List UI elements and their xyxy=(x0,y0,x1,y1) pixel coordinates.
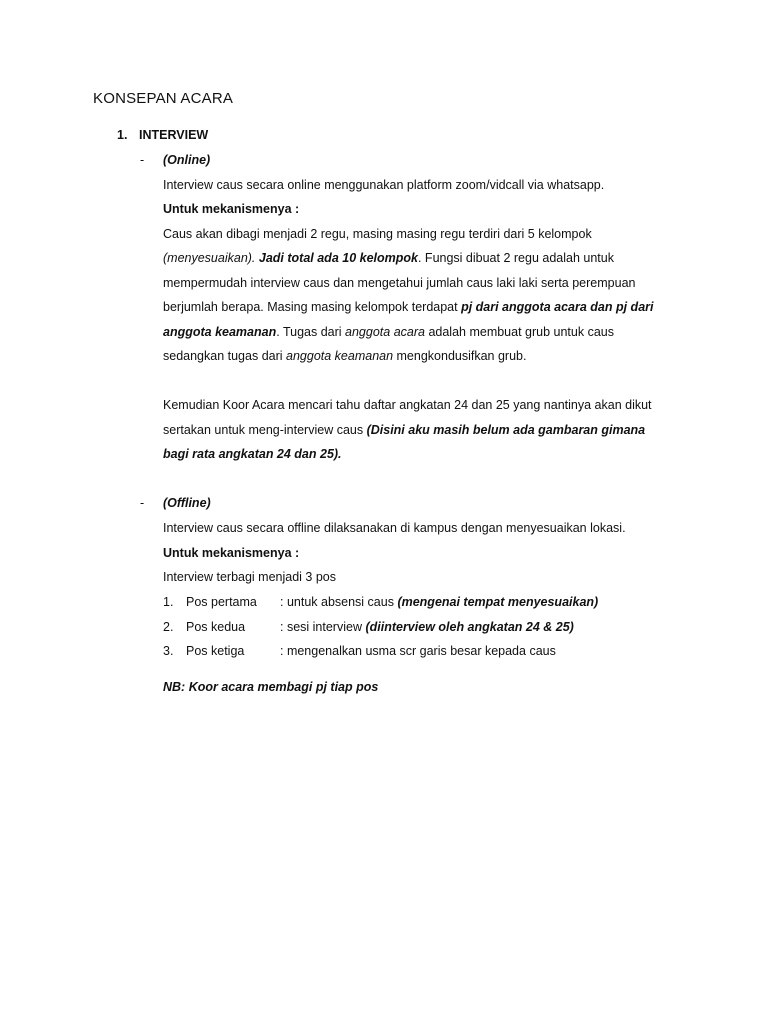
pos-label: Pos ketiga xyxy=(186,644,245,658)
online-p1-line5-text2: adalah membuat grub untuk caus xyxy=(424,325,614,339)
pos-desc-note: (mengenai tempat menyesuaikan) xyxy=(397,595,599,609)
online-p1-line5-text1: . Tugas dari xyxy=(276,325,346,339)
online-p1-line5 xyxy=(163,325,614,339)
pos-label: Pos kedua xyxy=(186,620,246,634)
pos-number: 3. xyxy=(163,644,174,658)
online-p2-line1: Kemudian Koor Acara mencari tahu daftar angkatan 24 dan 25 yang nantinya akan dikut xyxy=(163,398,652,412)
pos-desc-note: (diinterview oleh angkatan 24 & 25) xyxy=(365,620,574,634)
offline-line2: Interview terbagi menjadi 3 pos xyxy=(163,570,337,584)
pos-description xyxy=(280,620,574,634)
pos-label: Pos pertama xyxy=(186,595,257,609)
online-p1-line2-rest: . Fungsi dibuat 2 regu adalah untuk xyxy=(417,251,614,265)
online-heading: (Online) xyxy=(163,153,211,167)
online-p1-line2-bold: Jadi total ada 10 kelompok xyxy=(258,251,418,265)
pos-desc-text: : untuk absensi caus xyxy=(280,595,398,609)
online-p1-line6-text2: mengkondusifkan grub. xyxy=(393,349,527,363)
online-mechanism-label: Untuk mekanismenya : xyxy=(163,202,300,216)
pos-number: 2. xyxy=(163,620,174,634)
online-p1-line3: mempermudah interview caus dan mengetahui jumlah caus laki laki serta perempuan xyxy=(163,276,636,290)
offline-nb: NB: Koor acara membagi pj tiap pos xyxy=(163,680,379,694)
online-p1-line4 xyxy=(163,300,654,314)
online-p2-line3: bagi rata angkatan 24 dan 25). xyxy=(163,447,342,461)
section-label: INTERVIEW xyxy=(139,128,209,142)
section-number: 1. xyxy=(117,128,128,142)
offline-line1: Interview caus secara offline dilaksanakan di kampus dengan menyesuaikan lokasi. xyxy=(163,521,626,535)
pos-number: 1. xyxy=(163,595,174,609)
offline-heading: (Offline) xyxy=(163,496,211,510)
online-p1-line4-text: berjumlah berapa. Masing masing kelompok terdapat xyxy=(163,300,462,314)
offline-mechanism-label: Untuk mekanismenya : xyxy=(163,546,300,560)
online-p1-line6 xyxy=(163,349,526,363)
online-p1-line5-bold1: anggota keamanan xyxy=(163,325,277,339)
pos-description xyxy=(280,644,556,658)
online-p1-line6-italic: anggota keamanan xyxy=(286,349,394,363)
online-p1-line6-text1: sedangkan tugas dari xyxy=(163,349,287,363)
pos-desc-text: : mengenalkan usma scr garis besar kepada caus xyxy=(280,644,556,658)
online-p2-line2-bold: (Disini aku masih belum ada gambaran gimana xyxy=(366,423,646,437)
online-p1-line2 xyxy=(163,251,614,265)
online-p1-line1: Caus akan dibagi menjadi 2 regu, masing masing regu terdiri dari 5 kelompok xyxy=(163,227,592,241)
online-p1-line2-italic: (menyesuaikan). xyxy=(163,251,256,265)
online-p1-line5-italic: anggota acara xyxy=(345,325,425,339)
offline-dash: - xyxy=(140,496,145,510)
document-title: KONSEPAN ACARA xyxy=(93,90,234,107)
online-dash: - xyxy=(140,153,145,167)
online-line1: Interview caus secara online menggunakan platform zoom/vidcall via whatsapp. xyxy=(163,178,605,192)
online-p2-line2-text: sertakan untuk meng-interview caus xyxy=(163,423,367,437)
online-p2-line2 xyxy=(163,423,645,437)
section-heading-interview xyxy=(117,128,208,142)
pos-desc-text: : sesi interview xyxy=(280,620,366,634)
pos-description xyxy=(280,595,598,609)
online-p1-line4-bold: pj dari anggota acara dan pj dari xyxy=(461,300,654,314)
